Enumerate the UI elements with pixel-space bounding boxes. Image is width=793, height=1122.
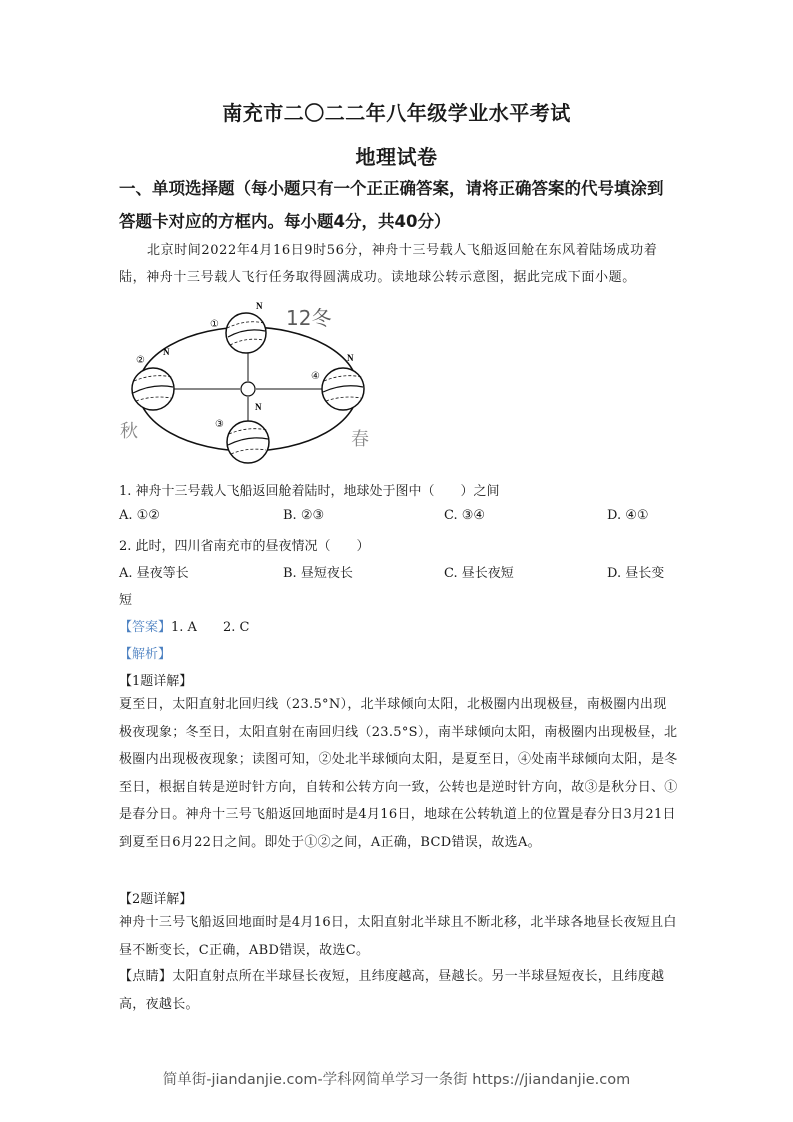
footer-watermark: 简单街-jiandanjie.com-学科网简单学习一条街 https://jiandanjie.com xyxy=(162,1072,631,1088)
svg-text:春: 春 xyxy=(351,429,369,450)
analysis-label: 【解析】 xyxy=(119,647,172,662)
exam-subtitle: 地理试卷 xyxy=(355,145,438,169)
svg-text:N: N xyxy=(347,353,354,363)
q1-option-c: C. ③④ xyxy=(444,508,486,523)
q2-option-d: D. 昼长变 xyxy=(607,566,665,581)
q1-option-d: D. ④① xyxy=(607,508,649,523)
earth-revolution-diagram xyxy=(118,297,383,472)
question-2-stem: 2. 此时，四川省南充市的昼夜情况（ ） xyxy=(119,539,370,554)
q1-detail-body: 夏至日，太阳直射北回归线（23.5°N），北半球倾向太阳，北极圈内出现极昼，南极圈内出现极夜现象；冬至日，太阳直射在南回归线（23.5°S），南半球倾向太阳，南极圈内出现极昼，北极圈内出现极夜现象；读图可知，②处北半球倾向太阳，是夏至日，④处南半球倾向太阳，是冬至日，根据自转是逆时针方向，自转和公转方向一致，公转也是逆时针方向，故③是秋分日、①是春分日。神舟十三号飞船返回地面时是4月16日，地球在公转轨道上的位置是春分日3月21日到夏至日6月22日之间。即处于①②之间，A正确，BCD错误，故选A。 xyxy=(119,697,678,850)
svg-text:12冬: 12冬 xyxy=(286,306,332,330)
q1-option-a: A. ①② xyxy=(119,508,160,523)
section-heading: 一、单项选择题（每小题只有一个正正确答案，请将正确答案的代号填涂到答题卡对应的方框内。每小题4分，共40分） xyxy=(119,179,664,231)
tip-body: 太阳直射点所在半球昼长夜短，且纬度越高，昼越长。另一半球昼短夜长，且纬度越高，夜越长。 xyxy=(119,969,665,1012)
q2-option-d-wrap: 短 xyxy=(119,593,133,608)
intro-paragraph: 北京时间2022年4月16日9时56分，神舟十三号载人飞船返回舱在东风着陆场成功着陆，神舟十三号载人飞行任务取得圆满成功。读地球公转示意图，据此完成下面小题。 xyxy=(119,243,658,285)
q2-option-a: A. 昼夜等长 xyxy=(119,566,189,581)
q1-detail-heading: 【1题详解】 xyxy=(119,674,193,689)
q1-option-b: B. ②③ xyxy=(283,508,325,523)
q2-detail-heading: 【2题详解】 xyxy=(119,892,193,907)
q2-detail-body: 神舟十三号飞船返回地面时是4月16日，太阳直射北半球且不断北移，北半球各地昼长夜短且白昼不断变长，C正确，ABD错误，故选C。 xyxy=(119,915,677,958)
exam-title: 南充市二〇二二年八年级学业水平考试 xyxy=(222,101,571,125)
answer-label: 【答案】 xyxy=(119,620,172,635)
svg-text:N: N xyxy=(163,347,170,357)
svg-text:N: N xyxy=(256,301,263,311)
q2-option-c: C. 昼长夜短 xyxy=(444,566,514,581)
svg-text:②: ② xyxy=(136,355,145,366)
tip-paragraph xyxy=(119,963,679,1018)
answer-value: 1. A 2. C xyxy=(171,620,250,635)
svg-text:秋: 秋 xyxy=(120,421,138,442)
svg-text:N: N xyxy=(255,402,262,412)
svg-text:③: ③ xyxy=(215,419,224,430)
q2-option-b: B. 昼短夜长 xyxy=(283,566,353,581)
question-1-stem: 1. 神舟十三号载人飞船返回舱着陆时，地球处于图中（ ）之间 xyxy=(119,484,500,499)
tip-label: 【点睛】 xyxy=(119,969,173,984)
answer-line xyxy=(119,616,249,635)
svg-text:④: ④ xyxy=(311,371,320,382)
svg-text:①: ① xyxy=(210,319,219,330)
